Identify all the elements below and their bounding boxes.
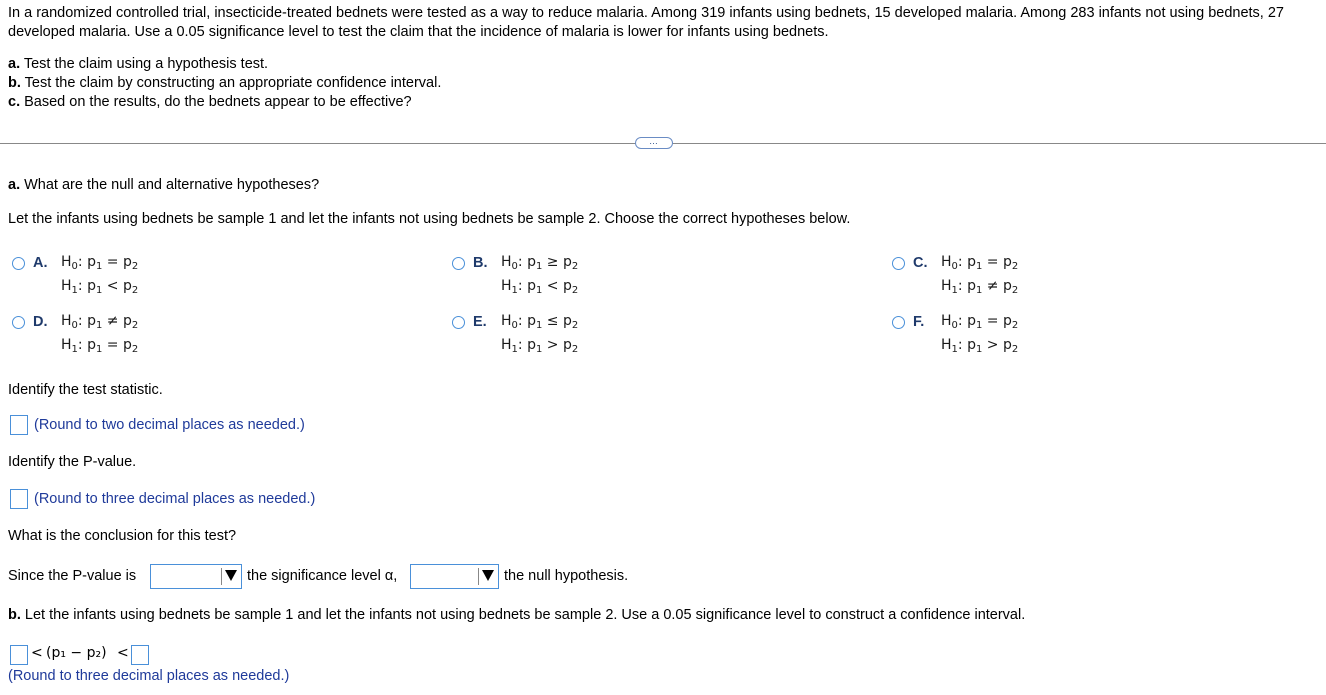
alternative-hypothesis: $H_1$: $p_1 = p_2$ [61,337,139,355]
option-letter: D. [33,314,48,330]
alternative-hypothesis: $H_1$: $p_1 > p_2$ [501,337,579,355]
part-b-item: b. Test the claim by constructing an appropriate confidence interval. [8,75,442,91]
option-letter: B. [473,255,488,271]
alternative-hypothesis: $H_1$: $p_1 \ne p_2$ [941,278,1019,296]
radio-button[interactable] [892,257,905,270]
ci-upper-input[interactable] [131,645,149,665]
option-b[interactable] [452,254,752,301]
option-f[interactable] [892,313,1192,360]
pvalue-label: Identify the P-value. [8,454,137,470]
alternative-hypothesis: $H_1$: $p_1 > p_2$ [941,337,1019,355]
comparison-dropdown[interactable] [150,564,242,589]
option-e[interactable] [452,313,752,360]
ci-expression: (p₁ − p₂) [46,645,107,661]
radio-button[interactable] [892,316,905,329]
significance-text: the significance level α, [247,568,398,584]
ci-lower-input[interactable] [10,645,28,665]
null-hypothesis: $H_0$: $p_1 = p_2$ [61,254,139,272]
option-letter: F. [913,314,925,330]
radio-button[interactable] [12,257,25,270]
problem-parts [8,55,441,112]
option-letter: C. [913,255,928,271]
null-hypothesis: $H_0$: $p_1 \ne p_2$ [61,313,139,331]
test-statistic-label: Identify the test statistic. [8,382,163,398]
pvalue-input[interactable] [10,489,28,509]
option-letter: A. [33,255,48,271]
part-a-item: a. Test the claim using a hypothesis test. [8,56,269,72]
alternative-hypothesis: $H_1$: $p_1 < p_2$ [61,278,139,296]
null-hypothesis: $H_0$: $p_1 = p_2$ [941,254,1019,272]
option-a[interactable] [12,254,312,301]
radio-button[interactable] [12,316,25,329]
test-statistic-input[interactable] [10,415,28,435]
option-letter: E. [473,314,487,330]
radio-button[interactable] [452,316,465,329]
null-hypothesis: $H_0$: $p_1 \le p_2$ [501,313,579,331]
part-c-item: c. Based on the results, do the bednets appear to be effective? [8,94,412,110]
dropdown-separator [478,568,479,585]
part-a-instruction: Let the infants using bednets be sample 1 and let the infants not using bednets be sample 2. Choose the correct hypotheses below. [8,211,851,227]
null-hypothesis: $H_0$: $p_1 \ge p_2$ [501,254,579,272]
since-pvalue-text: Since the P-value is [8,568,137,584]
decision-dropdown[interactable] [410,564,499,589]
test-statistic-hint: (Round to two decimal places as needed.) [34,417,305,433]
part-a-question: a. What are the null and alternative hypotheses? [8,177,320,193]
ci-less-than-1: < [31,645,43,661]
option-d[interactable] [12,313,312,360]
pvalue-hint: (Round to three decimal places as needed.) [34,491,316,507]
option-c[interactable] [892,254,1192,301]
expand-button[interactable]: … [635,137,673,149]
ci-hint: (Round to three decimal places as needed.) [8,668,290,684]
radio-button[interactable] [452,257,465,270]
null-hypothesis-text: the null hypothesis. [504,568,629,584]
dropdown-arrow-icon [482,570,494,581]
problem-statement: In a randomized controlled trial, insecticide-treated bednets were tested as a way to reduce malaria. Among 319 infants using bednets, 15 developed malaria. Among 283 infants not using bednets, 27 developed malaria. Use a 0.05 significance level to test the claim that the incidence of malaria is lower for infants using bednets. [8,5,1284,40]
dropdown-arrow-icon [225,570,237,581]
alternative-hypothesis: $H_1$: $p_1 < p_2$ [501,278,579,296]
null-hypothesis: $H_0$: $p_1 = p_2$ [941,313,1019,331]
part-b-question: b. Let the infants using bednets be sample 1 and let the infants not using bednets be sample 2. Use a 0.05 significance level to construct a confidence interval. [8,607,1026,623]
ci-less-than-2: < [117,645,129,661]
conclusion-label: What is the conclusion for this test? [8,528,237,544]
dropdown-separator [221,568,222,585]
